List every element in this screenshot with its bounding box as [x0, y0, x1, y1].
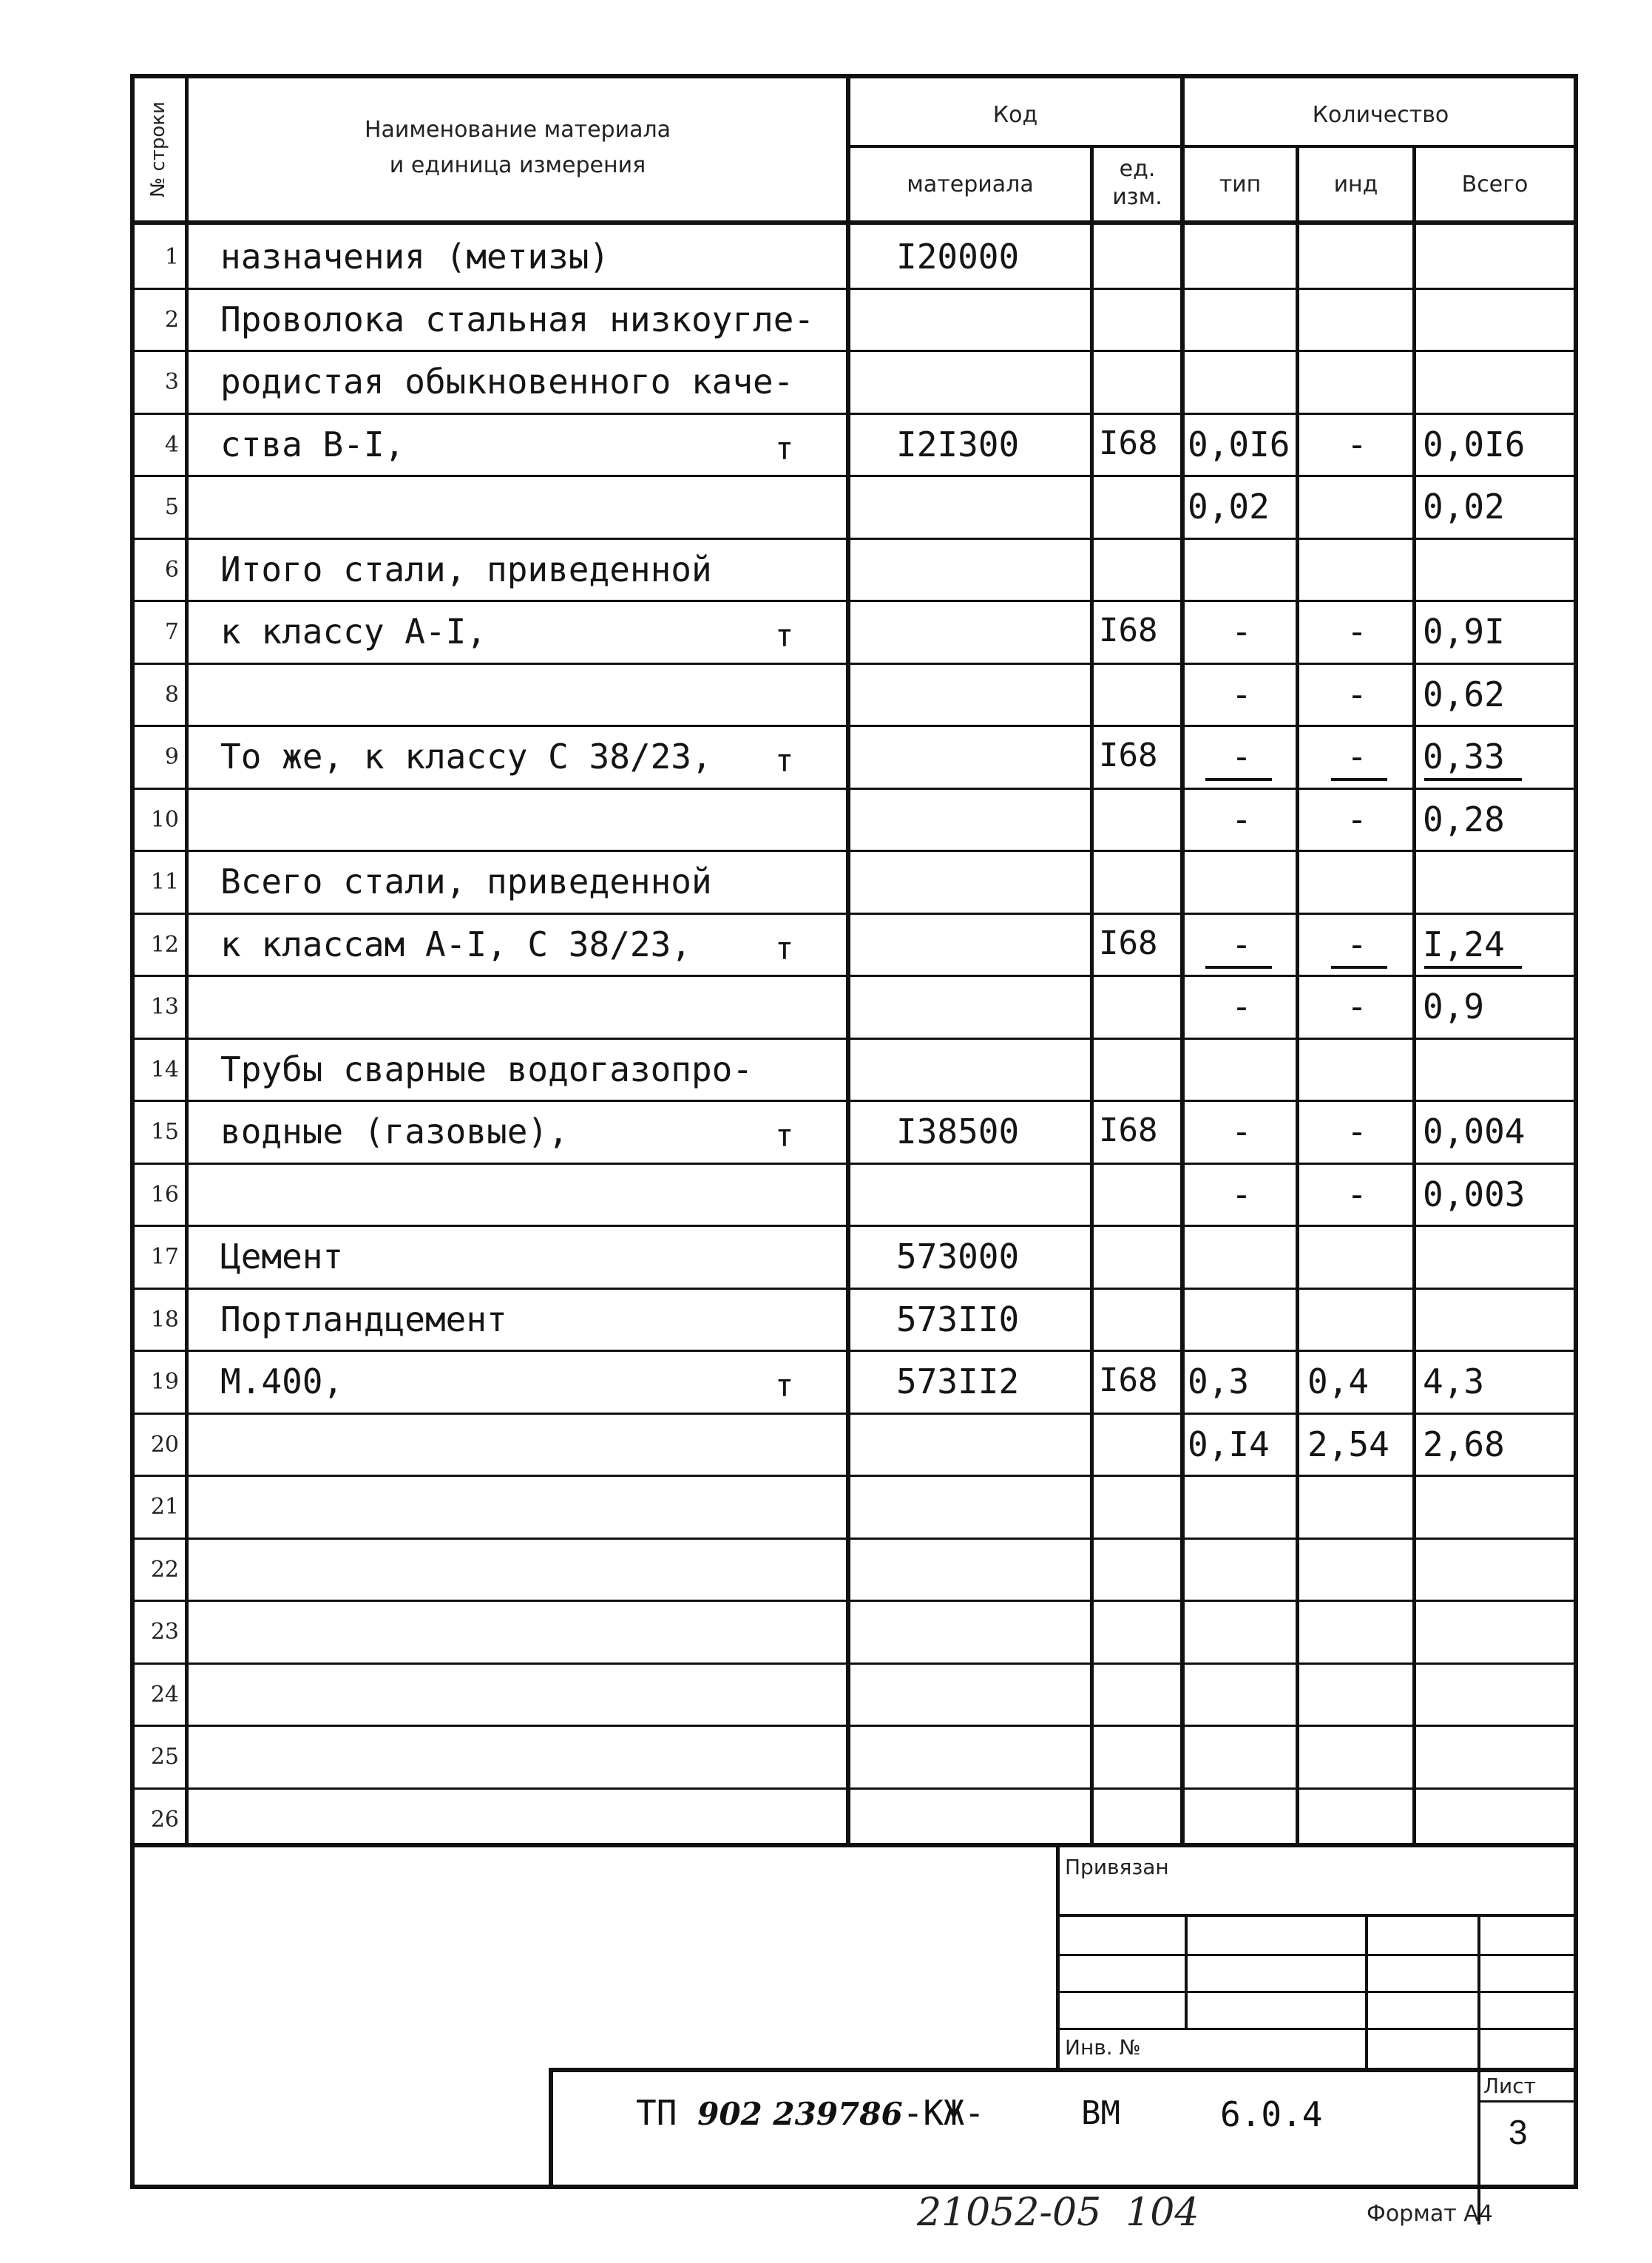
material-subheader: материала [907, 172, 1034, 197]
row-separator [130, 1787, 1578, 1790]
qty-tip: 0,0I6 [1188, 424, 1290, 464]
fraction-underline [1331, 778, 1387, 781]
row-number: 20 [150, 1432, 179, 1458]
stamp-v1 [1185, 1914, 1188, 2029]
qty-total: 2,68 [1423, 1424, 1505, 1464]
fraction-underline [1205, 778, 1272, 781]
row-number: 3 [164, 369, 179, 395]
row-number: 25 [150, 1744, 179, 1770]
qty-total: 0,9I [1423, 612, 1505, 652]
row-separator [130, 1662, 1578, 1665]
stamp-line-1 [1056, 1914, 1578, 1917]
material-name: Итого стали, приведенной [220, 549, 712, 589]
qty-tip: - [1231, 1112, 1252, 1151]
footer-handwritten-number: 21052-05 104 [917, 2191, 1199, 2235]
qty-tip: - [1231, 612, 1252, 652]
qty-tip: - [1231, 1174, 1252, 1214]
title-block-top-line [549, 2068, 1578, 2072]
col-name-divider [846, 74, 850, 1845]
row-number: 9 [164, 744, 179, 770]
material-name: Трубы сварные водогазопро- [220, 1049, 754, 1089]
row-separator [130, 788, 1578, 790]
doc-vm: ВМ [1081, 2094, 1120, 2132]
qty-ind: - [1347, 1174, 1367, 1214]
qty-tip: - [1231, 799, 1252, 839]
row-number: 26 [150, 1807, 179, 1833]
rownum-header [136, 81, 180, 218]
col-rownum-divider [185, 74, 189, 1845]
row-separator [130, 1225, 1578, 1227]
qty-tip: - [1231, 987, 1252, 1026]
doc-suffix: -КЖ- [902, 2093, 985, 2133]
doc-prefix: ТП [636, 2093, 677, 2133]
ind-subheader: инд [1333, 172, 1378, 197]
sheet-number: 3 [1509, 2113, 1528, 2151]
material-code: 573II0 [896, 1299, 1020, 1339]
row-number: 10 [150, 807, 179, 833]
qty-total: 0,9 [1423, 987, 1485, 1026]
unit-label: т [775, 1117, 794, 1154]
row-separator [130, 350, 1578, 352]
row-number: 23 [150, 1619, 179, 1645]
qty-total: 0,33 [1423, 737, 1505, 777]
row-separator [130, 538, 1578, 540]
qty-tip: 0,I4 [1188, 1424, 1270, 1464]
qty-ind: 2,54 [1307, 1424, 1389, 1464]
row-separator [130, 413, 1578, 415]
row-number: 12 [150, 932, 179, 958]
stamp-v2 [1365, 1914, 1368, 2069]
code-group-header: Код [992, 102, 1038, 128]
unit-code: I68 [1099, 737, 1158, 774]
material-name: родистая обыкновенного каче- [220, 362, 794, 402]
qty-ind: - [1347, 424, 1367, 464]
material-name: То же, к классу С 38/23, [220, 737, 712, 777]
row-separator [130, 475, 1578, 477]
row-number: 22 [150, 1557, 179, 1583]
unit-label: т [775, 430, 794, 467]
sheet-label-line [1477, 2100, 1578, 2103]
qty-total: 0,004 [1423, 1112, 1526, 1151]
row-number: 18 [150, 1307, 179, 1333]
quantity-group-header: Количество [1312, 102, 1449, 128]
fraction-underline [1205, 966, 1272, 969]
sheet-label: Лист [1483, 2074, 1536, 2098]
qty-total: 0,02 [1423, 487, 1505, 527]
col-ind-divider [1412, 145, 1416, 1845]
qty-ind: - [1347, 1112, 1367, 1151]
row-number: 14 [150, 1057, 179, 1083]
title-block-left-line [549, 2068, 553, 2189]
stamp-line-2 [1056, 1954, 1578, 1956]
privyazan-label: Привязан [1065, 1855, 1169, 1879]
unit-code: I68 [1099, 424, 1158, 462]
row-separator [130, 288, 1578, 290]
row-separator [130, 1163, 1578, 1165]
row-number: 1 [164, 244, 179, 270]
row-number: 7 [164, 619, 179, 645]
qty-ind: - [1347, 612, 1367, 652]
doc-designation [636, 2093, 985, 2133]
row-separator [130, 1350, 1578, 1352]
material-code: 573000 [896, 1237, 1020, 1276]
format-label: Формат А4 [1367, 2201, 1493, 2227]
row-separator [130, 663, 1578, 665]
unit-label: т [775, 930, 794, 967]
stamp-left-divider [1056, 1843, 1060, 2072]
unit-code: I68 [1099, 1361, 1158, 1399]
qty-total: 0,62 [1423, 674, 1505, 714]
unit-subheader: ед. изм. [1112, 156, 1162, 210]
row-number: 15 [150, 1119, 179, 1145]
row-number: 21 [150, 1494, 179, 1520]
row-separator [130, 913, 1578, 915]
material-name: ства В-I, [220, 424, 405, 464]
row-separator [130, 1413, 1578, 1415]
row-separator [130, 1288, 1578, 1290]
row-separator [130, 1725, 1578, 1727]
row-separator [130, 850, 1578, 852]
qty-ind: - [1347, 799, 1367, 839]
frame-bottom-line [130, 2185, 1578, 2189]
header-sub-line [849, 145, 1578, 148]
material-name: водные (газовые), [220, 1112, 569, 1151]
material-name: Цемент [220, 1237, 344, 1276]
qty-tip: 0,3 [1188, 1361, 1250, 1401]
name-header-line2: и единица измерения [389, 152, 646, 178]
col-code-divider [1090, 145, 1094, 1845]
row-number: 8 [164, 682, 179, 708]
material-code: I38500 [896, 1112, 1020, 1151]
unit-code: I68 [1099, 924, 1158, 962]
row-separator [130, 1038, 1578, 1040]
header-bottom-line [130, 220, 1578, 225]
qty-total: I,24 [1423, 924, 1505, 964]
unit-label: т [775, 618, 794, 654]
qty-tip: 0,02 [1188, 487, 1270, 527]
material-name: назначения (метизы) [220, 237, 610, 277]
qty-ind: - [1347, 987, 1367, 1026]
row-separator [130, 1600, 1578, 1602]
row-separator [130, 600, 1578, 602]
row-number: 2 [164, 307, 179, 333]
frame-top-line [130, 74, 1578, 78]
material-code: I2I300 [896, 424, 1020, 464]
row-separator [130, 975, 1578, 977]
qty-tip: - [1231, 674, 1252, 714]
row-number: 19 [150, 1369, 179, 1395]
material-name: Проволока стальная низкоугле- [220, 300, 815, 339]
material-code: I20000 [896, 237, 1020, 277]
unit-code: I68 [1099, 612, 1158, 649]
material-name: Всего стали, приведенной [220, 862, 712, 902]
frame-right-line [1574, 74, 1578, 2189]
qty-ind: 0,4 [1307, 1361, 1370, 1401]
row-number: 16 [150, 1182, 179, 1208]
tip-subheader: тип [1219, 172, 1262, 197]
row-number: 13 [150, 994, 179, 1020]
stamp-line-3 [1056, 1991, 1578, 1993]
unit-label: т [775, 1367, 794, 1404]
row-number: 4 [164, 432, 179, 458]
row-number: 17 [150, 1244, 179, 1270]
row-number: 24 [150, 1682, 179, 1708]
material-name: к классу А-I, [220, 612, 487, 652]
row-separator [130, 1538, 1578, 1540]
qty-total: 0,0I6 [1423, 424, 1526, 464]
row-number: 5 [164, 494, 179, 520]
fraction-underline [1424, 966, 1522, 969]
qty-total: 0,28 [1423, 799, 1505, 839]
row-separator [130, 725, 1578, 727]
fraction-underline [1331, 966, 1387, 969]
material-name: к классам А-I, С 38/23, [220, 924, 691, 964]
row-number: 6 [164, 557, 179, 583]
total-subheader: Всего [1461, 172, 1529, 197]
qty-tip: - [1231, 924, 1252, 964]
row-separator [130, 1475, 1578, 1477]
frame-left-line [130, 74, 135, 2189]
stamp-line-4 [1056, 2028, 1578, 2030]
material-name: М.400, [220, 1361, 344, 1401]
qty-tip: - [1231, 737, 1252, 777]
name-header-line1: Наименование материала [364, 117, 671, 143]
rownum-header-label: № строки [147, 101, 169, 197]
unit-code: I68 [1099, 1112, 1158, 1149]
row-separator [130, 1100, 1578, 1102]
inv-no-label: Инв. № [1065, 2035, 1141, 2060]
col-tip-divider [1296, 145, 1299, 1845]
doc-handwritten-number: 902 239786 [697, 2096, 903, 2132]
material-name: Портландцемент [220, 1299, 507, 1339]
fraction-underline [1424, 778, 1522, 781]
unit-label: т [775, 743, 794, 779]
table-bottom-line [130, 1843, 1578, 1847]
row-number: 11 [150, 869, 179, 895]
qty-total: 0,003 [1423, 1174, 1526, 1214]
qty-ind: - [1347, 924, 1367, 964]
qty-total: 4,3 [1423, 1361, 1485, 1401]
qty-ind: - [1347, 737, 1367, 777]
qty-ind: - [1347, 674, 1367, 714]
material-code: 573II2 [896, 1361, 1020, 1401]
doc-section: 6.0.4 [1220, 2094, 1323, 2134]
col-unit-divider [1180, 74, 1185, 1845]
